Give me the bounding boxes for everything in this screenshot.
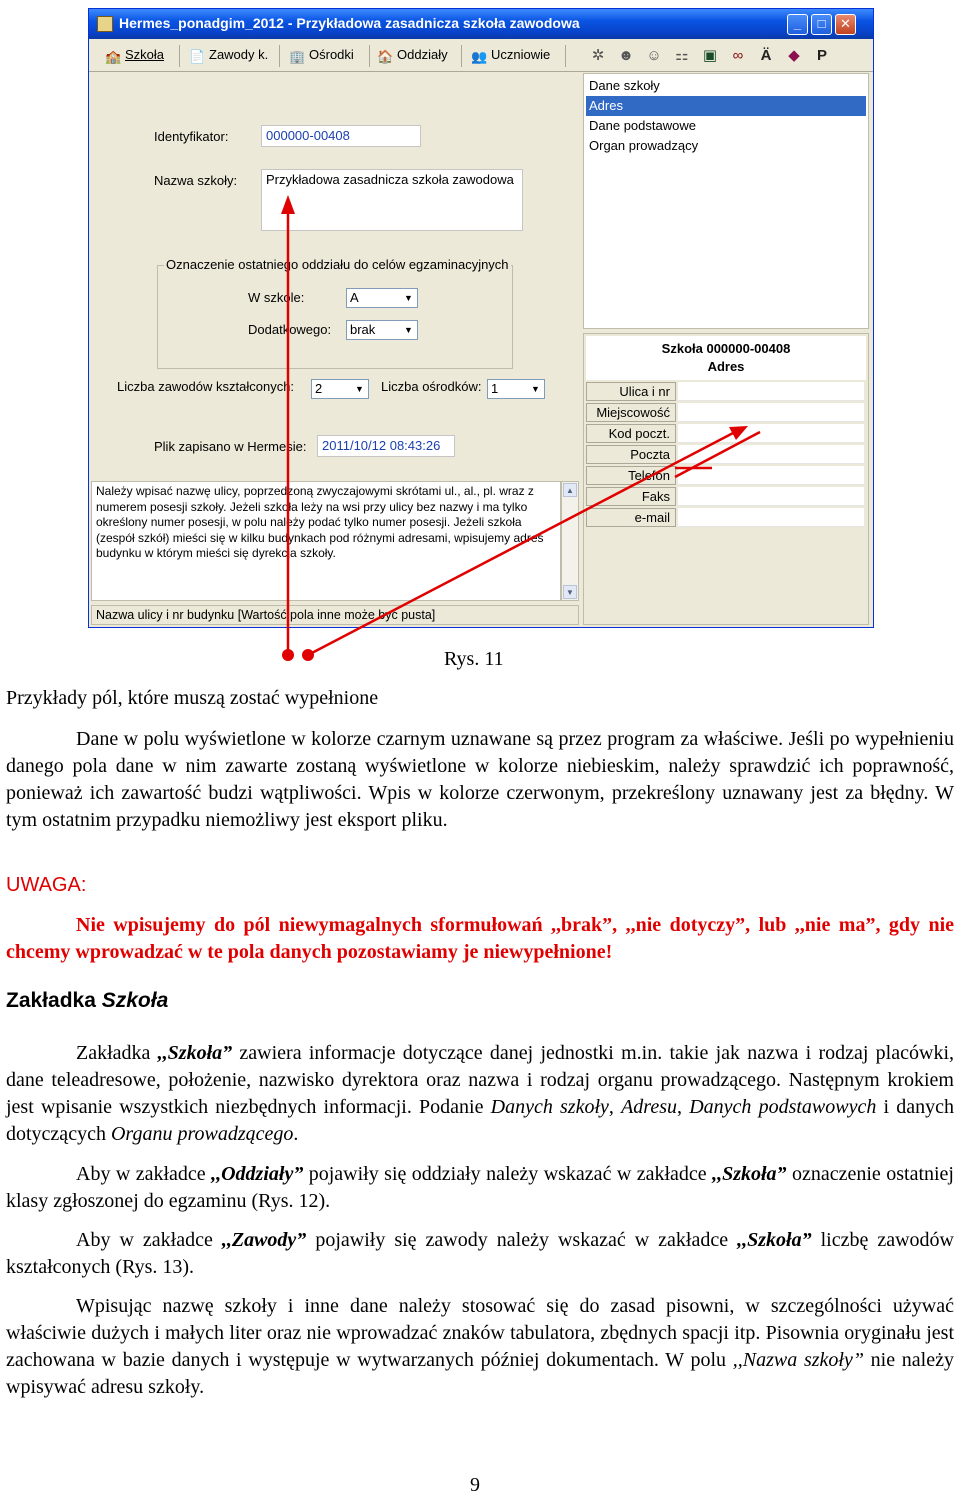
classroom-icon: 🏠 — [377, 49, 394, 64]
paragraph-colors: Dane w polu wyświetlone w kolorze czarnym uznawane są przez program za właściwe. Jeśli po wypełnieniu danego pola dane w nim zawarte zostaną wyświetlone w kolorze niebieskim, należy sprawdzić ich poprawność, ponieważ ich zawartość budzi wątpliwości. Wpis w kolorze czerwonym, przekreślony uznawany jest za błędny. W tym ostatnim przypadku niemożliwy jest eksport pliku. — [6, 728, 954, 831]
tab-separator — [565, 45, 566, 67]
paragraph-zawody: Aby w zakładce ,,Zawody” pojawiły się zawody należy wskazać w zakładce ,,Szkoła” liczbę zawodów kształconych (Rys. 13). — [6, 1229, 955, 1278]
tab-separator — [179, 45, 180, 67]
scroll-down-icon[interactable]: ▼ — [563, 585, 577, 599]
maximize-button[interactable]: □ — [811, 14, 832, 35]
liczba-zawodow-select[interactable]: 2 ▼ — [311, 379, 369, 399]
arrow-dot-1 — [282, 649, 294, 661]
building-icon: 🏢 — [289, 49, 306, 64]
uwaga-text: Nie wpisujemy do pól niewymagalnych sformułowań ,,brak”, ,,nie dotyczy”, lub ,,nie ma”, gdy nie chcemy wprowadzać w te pola danych pozostawiamy je niewypełnione! — [6, 914, 954, 963]
nazwa-szkoly-field[interactable]: Przykładowa zasadnicza szkoła zawodowa — [261, 169, 523, 231]
section-item-adres[interactable]: Adres — [586, 96, 866, 116]
hierarchy-icon[interactable]: ⚏ — [675, 47, 689, 64]
dodatkowego-label: Dodatkowego: — [248, 322, 332, 337]
dodatkowego-select[interactable]: brak ▼ — [346, 320, 418, 340]
page-number: 9 — [470, 1474, 480, 1496]
address-panel — [583, 333, 869, 625]
address-header-title: Adres — [707, 359, 745, 374]
paragraph-szkola: Zakładka ,,Szkoła” zawiera informacje dotyczące danej jednostki m.in. takie jak nazwa i rodzaj placówki, dane teleadresowe, położenie, nazwisko dyrektora oraz nazwa i rodzaj organu prowadzącego. Następnym krokiem jest wpisanie wszystkich niezbędnych informacji. Podanie Danych szkoły, Adresu, Danych podstawowych i danych dotyczących Organu prowadzącego. — [6, 1042, 955, 1145]
figure-caption: Rys. 11 — [444, 648, 504, 670]
document-icon: 📄 — [189, 49, 206, 64]
identyfikator-label: Identyfikator: — [154, 129, 229, 144]
address-value-miejscowosc[interactable] — [678, 403, 864, 422]
section-list — [583, 73, 869, 329]
tab-uczniowie[interactable]: 👥 Uczniowie — [471, 47, 551, 64]
school-form — [91, 73, 579, 477]
application-window — [88, 8, 874, 628]
tab-szkola[interactable]: 🏫 Szkoła — [105, 47, 165, 64]
chevron-down-icon[interactable]: ▼ — [404, 293, 413, 303]
arrow-dot-2 — [302, 649, 314, 661]
address-field-telefon[interactable]: Telefon — [586, 466, 676, 485]
users-icon[interactable]: ☺ — [646, 47, 662, 64]
address-field-miejscowosc[interactable]: Miejscowość — [586, 403, 676, 422]
hint-scrollbar[interactable] — [561, 481, 579, 601]
section-item-dane-podstawowe[interactable]: Dane podstawowe — [589, 118, 696, 133]
group-legend: Oznaczenie ostatniego oddziału do celów egzaminacyjnych — [166, 257, 509, 272]
tab-osrodki[interactable]: 🏢 Ośrodki — [289, 47, 354, 64]
status-bar: Nazwa ulicy i nr budynku [Wartość pola inne może być pusta] — [91, 605, 579, 625]
tab-separator — [369, 45, 370, 67]
address-value-poczta[interactable] — [678, 445, 864, 464]
address-value-ulica[interactable] — [678, 382, 864, 401]
address-field-email[interactable]: e-mail — [586, 508, 676, 527]
students-icon: 👥 — [471, 49, 488, 64]
address-value-faks[interactable] — [678, 487, 864, 506]
binoculars-icon[interactable]: ∞ — [732, 47, 744, 64]
w-szkole-label: W szkole: — [248, 290, 305, 305]
w-szkole-select[interactable]: A ▼ — [346, 288, 418, 308]
paragraph-pisownia: Wpisując nazwę szkoły i inne dane należy stosować się do zasad pisowni, w szczególności używać właściwie dużych i małych liter oraz nie wprowadzać znaków tabulatora, zbędnych spacji itp. Pisownia oryginału jest zachowana w bazie danych i występuje w wytwarzanych później dokumentach. W polu ,,Nazwa szkoły” nie należy wpisywać adresu szkoły. — [6, 1295, 954, 1398]
minimize-button[interactable]: _ — [787, 14, 808, 35]
address-field-ulica[interactable]: Ulica i nr — [586, 382, 676, 401]
section-item-dane-szkoly[interactable]: Dane szkoły — [589, 78, 660, 93]
chevron-down-icon[interactable]: ▼ — [355, 384, 364, 394]
close-button[interactable]: ✕ — [835, 14, 856, 35]
liczba-zawodow-label: Liczba zawodów kształconych: — [117, 379, 295, 394]
tab-zawody[interactable]: 📄 Zawody k. — [189, 47, 269, 64]
tab-separator — [279, 45, 280, 67]
section-item-organ-prowadzacy[interactable]: Organ prowadzący — [589, 138, 699, 153]
tab-separator — [461, 45, 462, 67]
save-icon[interactable]: ▣ — [702, 47, 718, 64]
hint-box: Należy wpisać nazwę ulicy, poprzedzoną zwyczajowymi skrótami ul., al., pl. wraz z numerem posesji szkoły. Jeżeli szkoła leży na wsi przy ulicy bez nazwy i ma tylko określony numer posesji, w polu należy podać tylko numer posesji. Jeżeli szkoła (zespół szkół) mieści się w kilku budynkach pod różnymi adresami, wpisujemy adres budynku w którym mieści się dyrekcja szkoły. — [91, 481, 561, 601]
window-title: Hermes_ponadgim_2012 - Przykładowa zasadnicza szkoła zawodowa — [119, 15, 580, 31]
scroll-up-icon[interactable]: ▲ — [563, 483, 577, 497]
school-icon: 🏫 — [105, 49, 122, 64]
uwaga-label: UWAGA: — [6, 874, 87, 896]
paragraph-oddzialy: Aby w zakładce ,,Oddziały” pojawiły się oddziały należy wskazać w zakładce ,,Szkoła” oznaczenie ostatniej klasy zgłoszonej do egzaminu (Rys. 12). — [6, 1163, 954, 1212]
address-field-faks[interactable]: Faks — [586, 487, 676, 506]
tab-toolbar — [89, 39, 874, 72]
examples-label: Przykłady pól, które muszą zostać wypełnione — [6, 687, 379, 709]
identyfikator-field[interactable]: 000000-00408 — [261, 125, 421, 147]
address-value-email[interactable] — [678, 508, 864, 527]
plik-zapisano-field[interactable]: 2011/10/12 08:43:26 — [317, 435, 455, 457]
tab-oddzialy[interactable]: 🏠 Oddziały — [377, 47, 448, 64]
address-field-poczta[interactable]: Poczta — [586, 445, 676, 464]
p-icon[interactable]: P — [816, 47, 827, 64]
settings-icon[interactable]: ✲ — [591, 47, 605, 64]
nazwa-szkoly-label: Nazwa szkoły: — [154, 173, 238, 188]
exam-class-group — [157, 257, 513, 369]
plik-zapisano-label: Plik zapisano w Hermesie: — [154, 439, 307, 454]
address-field-kod[interactable]: Kod poczt. — [586, 424, 676, 443]
address-header — [586, 336, 866, 380]
liczba-osrodkow-label: Liczba ośrodków: — [381, 379, 482, 394]
liczba-osrodkow-select[interactable]: 1 ▼ — [487, 379, 545, 399]
app-icon — [97, 16, 113, 32]
title-bar — [89, 9, 874, 39]
chevron-down-icon[interactable]: ▼ — [404, 325, 413, 335]
chevron-down-icon[interactable]: ▼ — [531, 384, 540, 394]
address-value-kod[interactable] — [678, 424, 864, 443]
section-heading: Zakładka Szkoła — [6, 989, 169, 1012]
people-icon[interactable]: ☻ — [618, 47, 634, 64]
address-value-telefon[interactable] — [678, 466, 864, 485]
a-umlaut-icon[interactable]: Ä — [760, 47, 772, 64]
address-header-school: Szkoła 000000-00408 — [661, 341, 791, 356]
book-icon[interactable]: ◆ — [788, 47, 800, 64]
